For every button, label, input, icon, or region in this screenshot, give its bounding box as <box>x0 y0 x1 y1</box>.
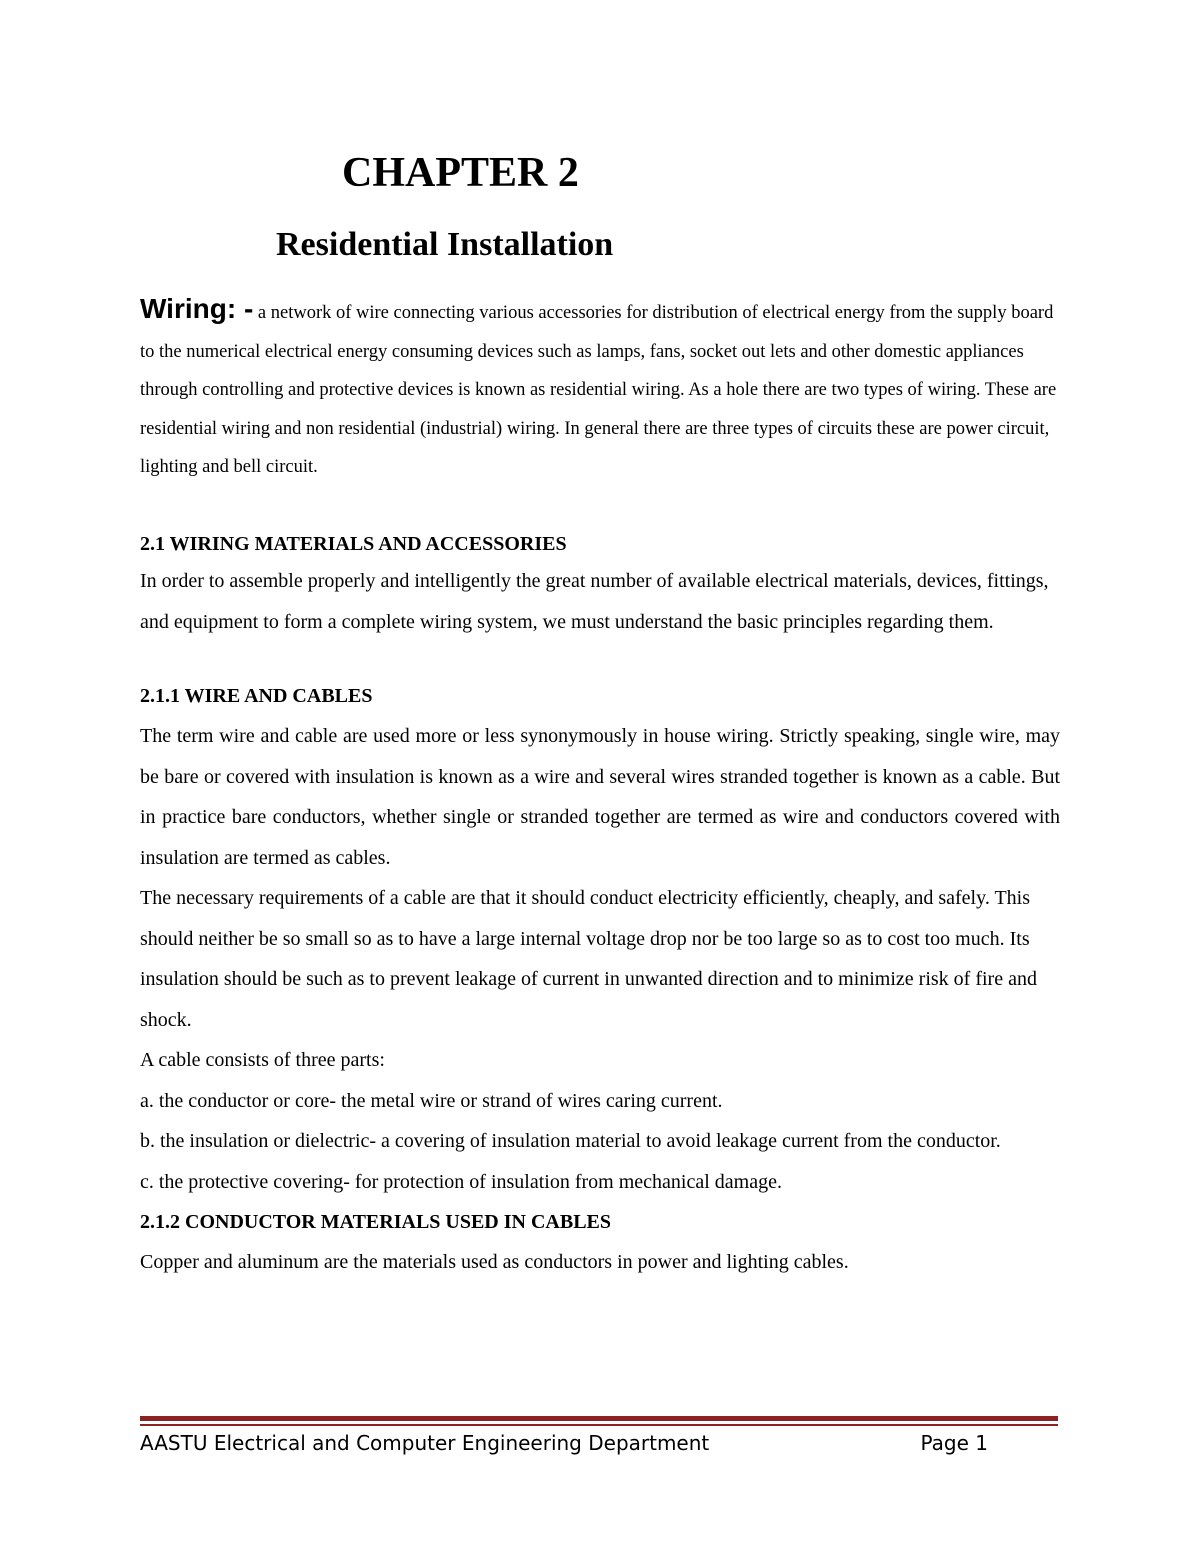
cable-part-b: b. the insulation or dielectric- a covering of insulation material to avoid leakage current from the conductor. <box>140 1130 1001 1152</box>
footer-rule-thick <box>140 1416 1058 1421</box>
section-2-1-1-para1: The term wire and cable are used more or less synonymously in house wiring. Strictly speaking, single wire, may be bare or covered with insulation is known as a wire and several wires stranded together is known as a cable. But in practice bare conductors, whether single or stranded together are termed as wire and conductors covered with insulation are termed as cables. <box>140 725 1060 869</box>
section-2-1-1 <box>140 676 1060 1283</box>
section-2-1-2-heading: 2.1.2 CONDUCTOR MATERIALS USED IN CABLES <box>140 1211 612 1233</box>
wiring-definition-text: a network of wire connecting various accessories for distribution of electrical energy from the supply board to the numerical electrical energy consuming devices such as lamps, fans, socket out lets and other domestic appliances through controlling and protective devices is known as residential wiring. As a hole there are two types of wiring. These are residential wiring and non residential (industrial) wiring. In general there are three types of circuits these are power circuit, lighting and bell circuit. <box>140 303 1057 477</box>
chapter-title: CHAPTER 2 <box>342 150 579 196</box>
footer-page-number: Page 1 <box>920 1431 988 1455</box>
section-2-1-heading: 2.1 WIRING MATERIALS AND ACCESSORIES <box>140 533 567 555</box>
chapter-subtitle: Residential Installation <box>276 226 614 263</box>
section-2-1 <box>140 527 1060 642</box>
cable-part-c: c. the protective covering- for protection of insulation from mechanical damage. <box>140 1170 782 1193</box>
footer-department: AASTU Electrical and Computer Engineering Department <box>140 1431 710 1455</box>
section-2-1-text: In order to assemble properly and intelligently the great number of available electrical materials, devices, fittings, and equipment to form a complete wiring system, we must understand the basic principles regarding them. <box>140 570 1049 633</box>
footer-rule-thin <box>140 1424 1058 1426</box>
wiring-term: Wiring: - <box>140 293 254 324</box>
section-2-1-1-heading: 2.1.1 WIRE AND CABLES <box>140 685 373 707</box>
section-2-1-2-text: Copper and aluminum are the materials used as conductors in power and lighting cables. <box>140 1251 849 1273</box>
cable-part-a: a. the conductor or core- the metal wire or strand of wires caring current. <box>140 1089 723 1112</box>
cable-parts-intro: A cable consists of three parts: <box>140 1049 385 1071</box>
wiring-definition <box>140 290 1060 487</box>
wiring-paragraph <box>140 290 1060 487</box>
section-2-1-1-para2: The necessary requirements of a cable are that it should conduct electricity efficiently, cheaply, and safely. This should neither be so small so as to have a large internal voltage drop nor be too large so as to cost too much. Its insulation should be such as to prevent leakage of current in unwanted direction and to minimize risk of fire and shock. <box>140 887 1037 1031</box>
